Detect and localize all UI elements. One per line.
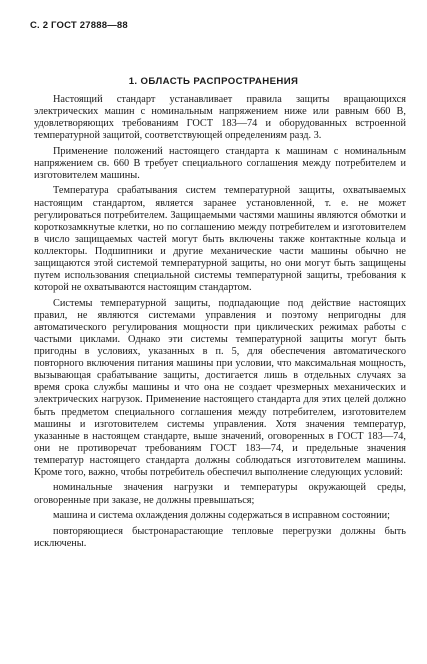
page-header: С. 2 ГОСТ 27888—88 bbox=[30, 20, 128, 31]
condition-item-ratings: номинальные значения нагрузки и температуры окружающей среды, оговоренные при заказе, не должны превышаться; bbox=[34, 482, 406, 506]
section-title: 1. ОБЛАСТЬ РАСПРОСТРАНЕНИЯ bbox=[128, 76, 299, 87]
paragraph-high-voltage: Применение положений настоящего стандарта к машинам с номинальным напряжением св. 660 В требует специального соглашения между потребителем и изготовителем машины. bbox=[34, 145, 406, 181]
paragraph-trip-temperature: Температура срабатывания систем температурной защиты, охватываемых настоящим стандартом, является заранее установленной, т. е. не может регулироваться потребителем. Защищаемыми частями машины являются обмотки и короткозамкнутые клетки, но по соглашению между потребителем и изготовителем в число защищаемых частей могут быть включены также контактные кольца и коллекторы. Подшипники и другие механические части машины обычно не защищаются этой системой температурной защиты, но они могут быть защищены путем использования специальной системы температурной защиты, требования к которой не охватываются настоящим стандартом. bbox=[34, 185, 406, 294]
paragraph-control-systems: Системы температурной защиты, подпадающие под действие настоящих правил, не являются системами управления и поэтому непригодны для автоматического регулирования мощности при циклических режимах работы с частыми циклами. Однако эти системы температурной защиты могут быть пригодны в условиях, указанных в п. 5, для обеспечения автоматического повторного включения питания машины при условии, что максимальная мощность, вызывающая срабатывание защиты, достигается лишь в отдельных случаях за время срока службы машины и что она не создает чрезмерных механических и электрических нагрузок. Применение настоящего стандарта для этих целей должно быть предметом специального соглашения между потребителем, изготовителем машины и изготовителем системы управления. Хотя значения температур, указанные в настоящем стандарте, выше значений, оговоренных в ГОСТ 183—74, они не противоречат требованиям ГОСТ 183—74, и предельные значения температур настоящего стандарта должны соблюдаться изготовителем машины. Кроме того, важно, чтобы потребитель обеспечил выполнение следующих условий: bbox=[34, 297, 406, 478]
paragraph-scope: Настоящий стандарт устанавливает правила защиты вращающихся электрических машин с номинальным напряжением ниже или равным 660 В, удовлетворяющих требованиям ГОСТ 183—74 и оборудованных встроенной температурной защитой, соответствующей определениям разд. 3. bbox=[34, 94, 406, 142]
section-body bbox=[34, 94, 406, 553]
condition-item-overloads: повторяющиеся быстронарастающие тепловые перегрузки должны быть исключены. bbox=[34, 525, 406, 549]
condition-item-cooling: машина и система охлаждения должны содержаться в исправном состоянии; bbox=[53, 510, 391, 522]
